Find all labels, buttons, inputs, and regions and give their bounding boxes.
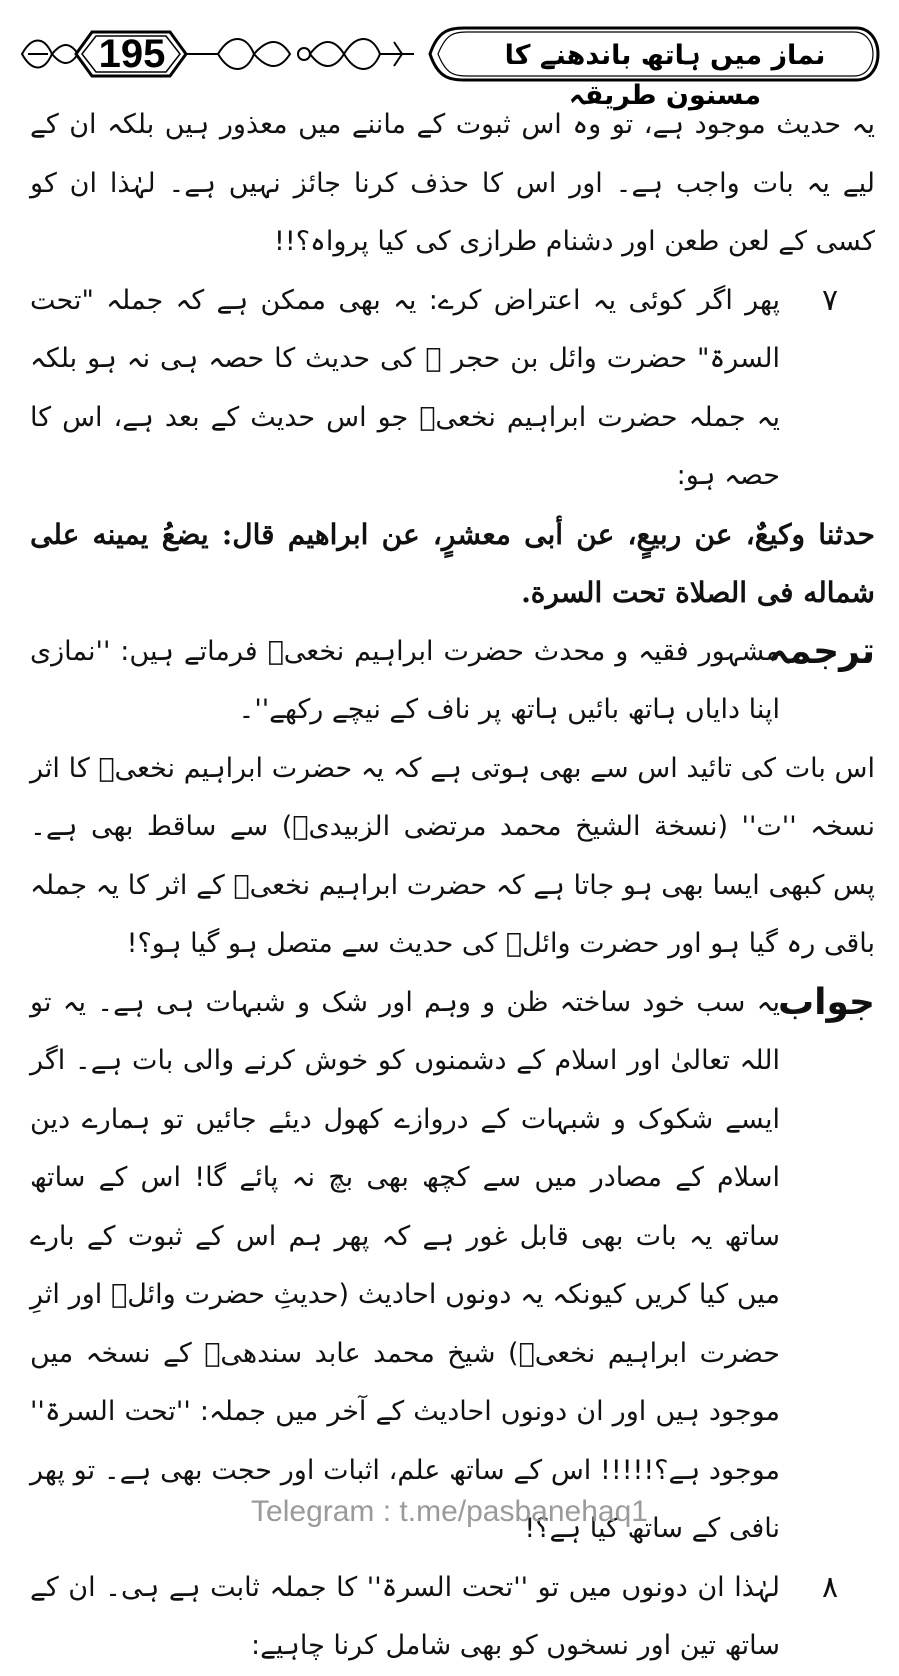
page-number: 195 — [98, 32, 166, 76]
page-header — [18, 22, 880, 111]
item-7-text: پھر اگر کوئی یہ اعتراض کرے: یہ بھی ممکن ہے کہ جملہ "تحت السرۃ" حضرت وائل بن حجر ﷺ کی حدیث کا حصہ ہی نہ ہو بلکہ یہ جملہ حضرت ابراہیم نخعیؒ جو اس حدیث کے بعد ہے، اس کا حصہ ہو: — [30, 284, 780, 491]
translation-block — [30, 623, 875, 740]
item-8-text: لہٰذا ان دونوں میں تو ''تحت السرۃ'' کا جملہ ثابت ہے ہی۔ ان کے ساتھ تین اور نسخوں کو بھی شامل کرنا چاہیے: — [30, 1571, 780, 1661]
item-7 — [30, 272, 875, 506]
paragraph-1-text: یہ حدیث موجود ہے، تو وہ اس ثبوت کے ماننے میں معذور ہیں بلکہ ان کے لیے یہ بات واجب ہے۔ اور اس کا حذف کرنا جائز نہیں ہے۔ لہٰذا ان کو کسی کے لعن طعن اور دشنام طرازی کی کیا پرواہ؟!! — [30, 109, 875, 257]
answer-block — [30, 974, 875, 1559]
arabic-quote-text: حدثنا وكيعٌ، عن ربيعٍ، عن أبى معشرٍ، عن ابراهيم قال: يضعُ يمينه على شماله فى الصلاة تحت السرة. — [30, 517, 875, 609]
paragraph-2-text: اس بات کی تائید اس سے بھی ہوتی ہے کہ یہ حضرت ابراہیم نخعیؒ کا اثر نسخہ ''ت'' (نسخة الشيخ محمد مرتضى الزبيدیؒ) سے ساقط بھی ہے۔ پس کبھی ایسا بھی ہو جاتا ہے کہ حضرت ابراہیم نخعیؒ کے اثر کا یہ جملہ باقی رہ گیا ہو اور حضرت وائلؓ کی حدیث سے متصل ہو گیا ہو؟! — [30, 752, 875, 959]
paragraph-continuation — [30, 96, 875, 272]
translation-text: مشہور فقیہ و محدث حضرت ابراہیم نخعیؒ فرماتے ہیں: ''نمازی اپنا دایاں ہاتھ بائیں ہاتھ پر ناف کے نیچے رکھے''۔ — [30, 635, 780, 725]
running-title: نماز میں ہاتھ باندھنے کا مسنون طریقہ — [504, 40, 826, 111]
item-8 — [30, 1559, 875, 1676]
telegram-watermark: Telegram : t.me/pasbanehaq1 — [251, 1495, 648, 1528]
paragraph-2 — [30, 740, 875, 974]
answer-label: جواب — [777, 981, 875, 1023]
answer-text: یہ سب خود ساختہ ظن و وہم اور شک و شبہات ہی ہے۔ یہ تو اللہ تعالیٰ اور اسلام کے دشمنوں کو خوش کرنے والی بات ہے۔ اگر ایسے شکوک و شبہات کے دروازے کھول دیئے جائیں تو ہمارے دین اسلام کے مصادر میں سے کچھ بھی بچ نہ پائے گا! اس کے ساتھ ساتھ یہ بات بھی قابل غور ہے کہ پھر ہم اس کے ثبوت کے بارے میں کیا کریں کیونکہ یہ دونوں احادیث (حدیثِ حضرت وائلؓ اور اثرِ حضرت ابراہیم نخعیؒ) شیخ محمد عابد سندھیؒ کے نسخہ میں موجود ہیں اور ان دونوں احادیث کے آخر میں جملہ: ''تحت السرۃ'' موجود ہے؟!!!!! اس کے ساتھ علم، اثبات اور حجت بھی ہے۔ تو پھر نافی کے ساتھ کیا ہے؟! — [30, 986, 780, 1544]
item-7-number: ۷ — [821, 282, 839, 318]
item-8-number: ۸ — [821, 1569, 839, 1605]
translation-label: ترجمہ — [767, 630, 875, 672]
page-body — [30, 96, 875, 1676]
arabic-quote — [30, 506, 875, 623]
